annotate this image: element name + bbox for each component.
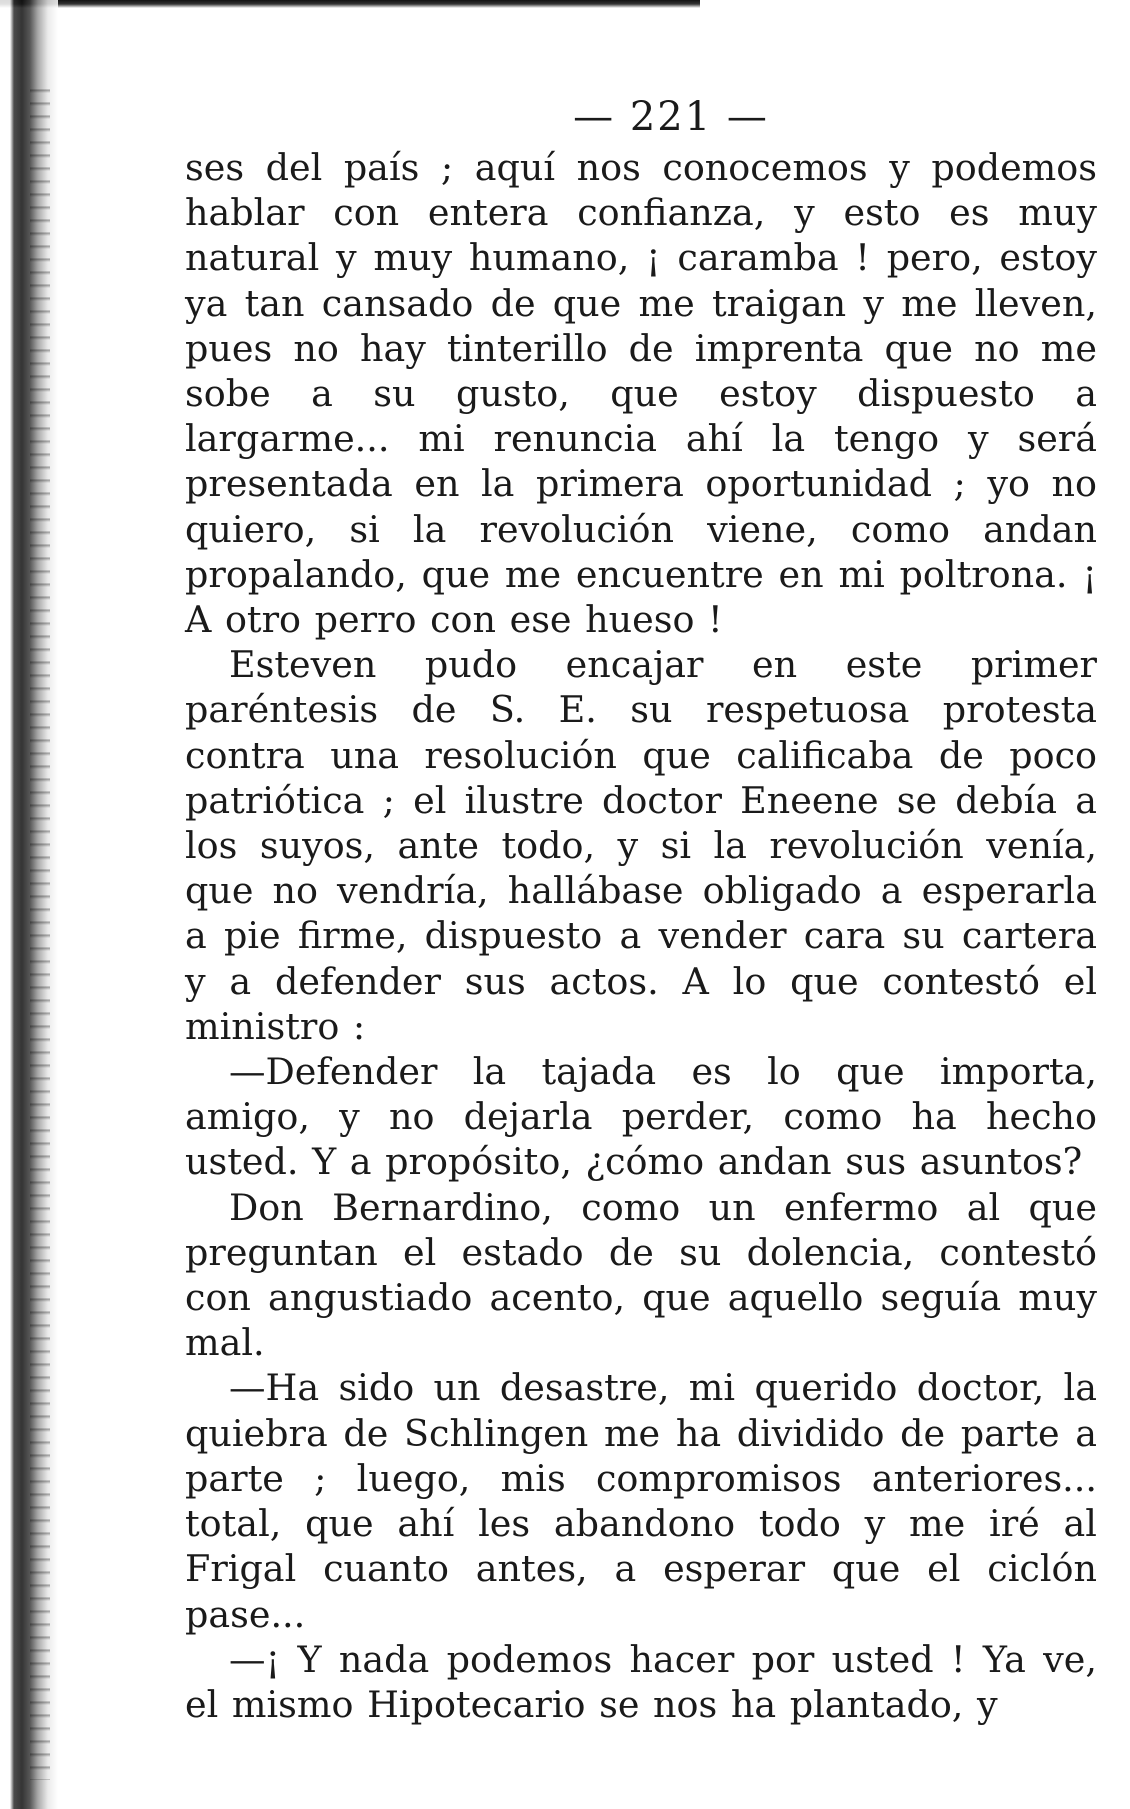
paragraph-3: —Defender la tajada es lo que importa, amigo, y no dejarla perder, como ha hecho usted. Y a propósito, ¿cómo andan sus asuntos? [185,1050,1097,1184]
paragraph-6: —¡ Y nada podemos hacer por usted ! Ya ve, el mismo Hipotecario se nos ha plantado, y [185,1637,1097,1726]
page-number: — 221 — [573,94,769,140]
paragraph-1: ses del país ; aquí nos conocemos y podemos hablar con entera confianza, y esto es muy natural y muy humano, ¡ caramba ! pero, estoy ya tan cansado de que me traigan y me lleven, pues no hay tinterillo de imprenta que no me sobe a su gusto, que estoy dispuesto a largarme... mi renuncia ahí la tengo y será presentada en la primera oportunidad ; yo no quiero, si la revolución viene, como andan propalando, que me encuentre en mi poltrona. ¡ A otro perro con ese hueso ! [185,146,1097,642]
paragraph-4: Don Bernardino, como un enfermo al que preguntan el estado de su dolencia, contestó con angustiado acento, que aquello seguía muy mal. [185,1185,1097,1365]
paragraph-5: —Ha sido un desastre, mi querido doctor, la quiebra de Schlingen me ha dividido de parte a parte ; luego, mis compromisos anteriores... total, que ahí les abandono todo y me iré al Frigal cuanto antes, a esperar que el ciclón pase... [185,1366,1097,1636]
paragraph-2: Esteven pudo encajar en este primer paréntesis de S. E. su respetuosa protesta contra una resolución que calificaba de poco patriótica ; el ilustre doctor Eneene se debía a los suyos, ante todo, y si la revolución venía, que no vendría, hallábase obligado a esperarla a pie firme, dispuesto a vender cara su cartera y a defender sus actos. A lo que contestó el ministro : [185,643,1097,1048]
book-spine-texture [30,80,50,1780]
book-page [185,95,1097,1727]
scan-top-edge [0,0,700,8]
